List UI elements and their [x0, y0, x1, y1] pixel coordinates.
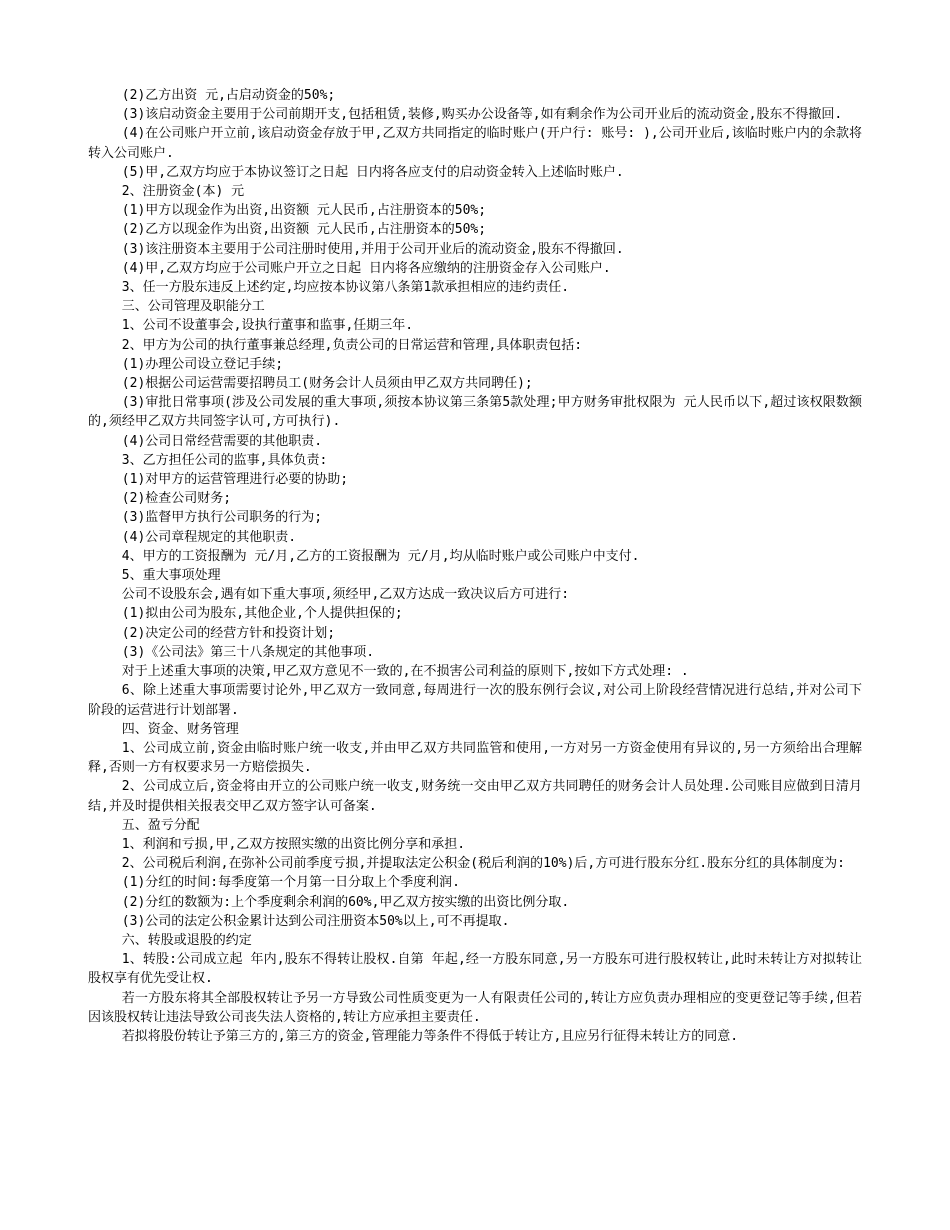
paragraph: (2)乙方出资 元,占启动资金的50%; — [121, 88, 336, 103]
paragraph: 6、除上述重大事项需要讨论外,甲乙双方一致同意,每周进行一次的股东例行会议,对公司上阶段经营情况进行总结,并对公司下阶段的运营进行计划部署. — [88, 683, 862, 718]
paragraph: (2)检查公司财务; — [121, 491, 232, 507]
paragraph: (1)甲方以现金作为出资,出资额 元人民币,占注册资本的50%; — [121, 203, 487, 219]
paragraph: 公司不设股东会,遇有如下重大事项,须经甲,乙双方达成一致决议后方可进行: — [121, 587, 570, 603]
paragraph: 3、任一方股东违反上述约定,均应按本协议第八条第1款承担相应的违约责任. — [121, 280, 570, 296]
paragraph: (1)对甲方的运营管理进行必要的协助; — [121, 472, 349, 488]
paragraph: (2)分红的数额为:上个季度剩余利润的60%,甲乙双方按实缴的出资比例分取. — [121, 894, 570, 910]
paragraph: (1)拟由公司为股东,其他企业,个人提供担保的; — [121, 606, 403, 622]
paragraph: 1、公司成立前,资金由临时账户统一收支,并由甲乙双方共同监管和使用,一方对另一方资金使用有异议的,另一方须给出合理解释,否则一方有权要求另一方赔偿损失. — [88, 740, 862, 776]
paragraph: (2)根据公司运营需要招聘员工(财务会计人员须由甲乙双方共同聘任); — [121, 376, 533, 392]
paragraph: 2、公司税后利润,在弥补公司前季度亏损,并提取法定公积金(税后利润的10%)后,方可进行股东分红.股东分红的具体制度为: — [121, 856, 845, 872]
paragraph: (2)决定公司的经营方针和投资计划; — [121, 625, 336, 641]
paragraph: 2、甲方为公司的执行董事兼总经理,负责公司的日常运营和管理,具体职责包括: — [121, 337, 583, 353]
paragraph: 1、公司不设董事会,设执行董事和监事,任期三年. — [121, 318, 414, 334]
paragraph: (3)该注册资本主要用于公司注册时使用,并用于公司开业后的流动资金,股东不得撤回. — [121, 241, 624, 257]
section-heading: 五、盈亏分配 — [121, 817, 200, 833]
section-heading: 六、转股或退股的约定 — [121, 932, 252, 948]
paragraph: 若拟将股份转让予第三方的,第三方的资金,管理能力等条件不得低于转让方,且应另行征得未转让方的同意. — [121, 1028, 739, 1044]
paragraph: (4)公司章程规定的其他职责. — [121, 529, 297, 545]
section-heading: 2、注册资金(本) 元 — [121, 184, 245, 200]
paragraph: (3)《公司法》第三十八条规定的其他事项. — [121, 644, 375, 660]
paragraph: (3)审批日常事项(涉及公司发展的重大事项,须按本协议第三条第5款处理;甲方财务审批权限为 元人民币以下,超过该权限数额的,须经甲乙双方共同签字认可,方可执行). — [88, 395, 862, 430]
section-heading: 四、资金、财务管理 — [121, 721, 239, 737]
paragraph: (4)甲,乙双方均应于公司账户开立之日起 日内将各应缴纳的注册资金存入公司账户. — [121, 260, 611, 276]
paragraph: 若一方股东将其全部股权转让予另一方导致公司性质变更为一人有限责任公司的,转让方应负责办理相应的变更登记等手续,但若因该股权转让违法导致公司丧失法人资格的,转让方应承担主要责任. — [88, 990, 862, 1025]
paragraph: (3)该启动资金主要用于公司前期开支,包括租赁,装修,购买办公设备等,如有剩余作为公司开业后的流动资金,股东不得撤回. — [121, 107, 843, 123]
paragraph: (2)乙方以现金作为出资,出资额 元人民币,占注册资本的50%; — [121, 222, 487, 238]
paragraph: (5)甲,乙双方均应于本协议签订之日起 日内将各应支付的启动资金转入上述临时账户. — [121, 164, 624, 180]
paragraph: 3、乙方担任公司的监事,具体负责: — [121, 452, 328, 468]
section-heading: 三、公司管理及职能分工 — [121, 299, 265, 315]
paragraph: (3)监督甲方执行公司职务的行为; — [121, 510, 323, 526]
paragraph: (3)公司的法定公积金累计达到公司注册资本50%以上,可不再提取. — [121, 913, 510, 929]
paragraph: (1)分红的时间:每季度第一个月第一日分取上个季度利润. — [121, 875, 460, 891]
paragraph: (4)在公司账户开立前,该启动资金存放于甲,乙双方共同指定的临时账户(开户行: 账号: ),公司开业后,该临时账户内的余款将转入公司账户. — [88, 126, 862, 161]
paragraph: (1)办理公司设立登记手续; — [121, 356, 284, 372]
paragraph: 对于上述重大事项的决策,甲乙双方意见不一致的,在不损害公司利益的原则下,按如下方式处理: . — [121, 664, 689, 680]
section-heading: 5、重大事项处理 — [121, 568, 221, 584]
paragraph: 1、利润和亏损,甲,乙双方按照实缴的出资比例分享和承担. — [121, 836, 466, 852]
paragraph: (4)公司日常经营需要的其他职责. — [121, 433, 323, 449]
paragraph: 4、甲方的工资报酬为 元/月,乙方的工资报酬为 元/月,均从临时账户或公司账户中支付. — [121, 548, 640, 564]
paragraph: 1、转股:公司成立起 年内,股东不得转让股权.自第 年起,经一方股东同意,另一方股东可进行股权转让,此时未转让方对拟转让股权享有优先受让权. — [88, 952, 862, 987]
paragraph: 2、公司成立后,资金将由开立的公司账户统一收支,财务统一交由甲乙双方共同聘任的财务会计人员处理.公司账目应做到日清月结,并及时提供相关报表交甲乙双方签字认可备案. — [88, 779, 862, 814]
